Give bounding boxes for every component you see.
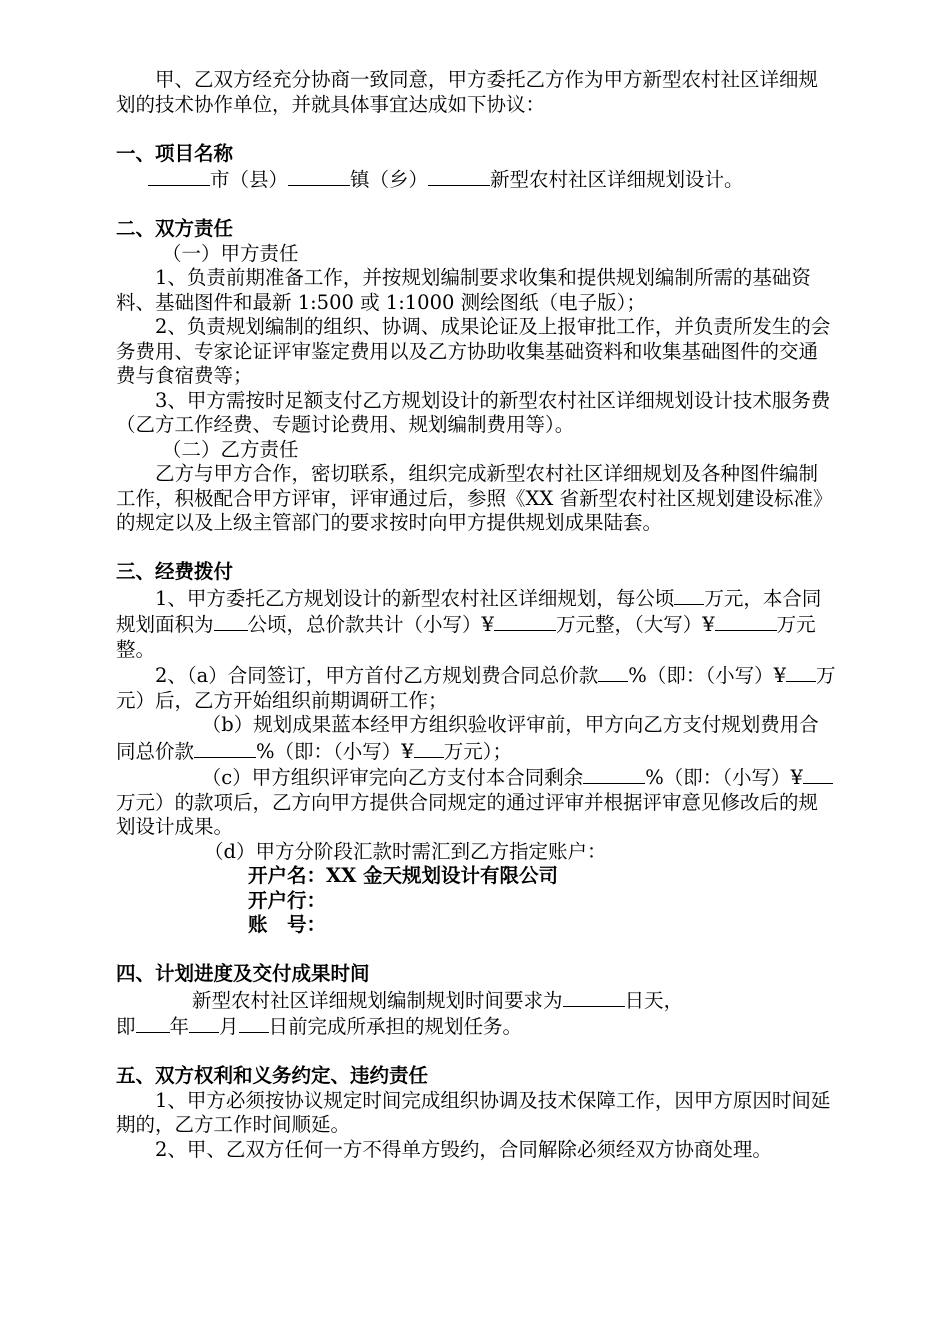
schedule-text-a: 新型农村社区详细规划编制规划时间要求为 (192, 988, 563, 1012)
blank-day[interactable] (239, 1013, 269, 1033)
party-a-item-1: 1、负责前期准备工作，并按规划编制要求收集和提供规划编制所需的基础资料、基础图件和最新 1:500 或 1:1000 测绘图纸（电子版）； (116, 266, 811, 314)
section-3-title: 三、经费拨付 (116, 560, 234, 583)
rights-item-1: 1、甲方必须按协议规定时间完成组织协调及技术保障工作，因甲方原因时间延期的，乙方工作时间顺延。 (116, 1088, 831, 1136)
section-5-title: 五、双方权利和义务约定、违约责任 (116, 1064, 429, 1087)
schedule-text-f: 日前完成所承担的规划任务。 (268, 1015, 523, 1038)
blank-town[interactable] (288, 166, 350, 186)
fee-2c-text-b: %（即：（小写）¥ (645, 766, 803, 789)
fee-text-c: 公顷，总价款共计（小写）¥ (247, 613, 494, 636)
fee-2b-text-a: （b）规划成果蓝本经甲方组织验收评审前，甲方向乙方支付规划费用合同总价款 (116, 713, 819, 763)
city-label: 市（县） (210, 168, 289, 191)
blank-2c-amount[interactable] (803, 764, 833, 784)
blank-village[interactable] (428, 166, 490, 186)
section-4-title: 四、计划进度及交付成果时间 (116, 962, 370, 985)
fee-2a-text-b: %（即：（小写）¥ (628, 664, 786, 687)
fee-2b-text-b: %（即：（小写）¥ (256, 739, 414, 763)
party-a-item-2: 2、负责规划编制的组织、协调、成果论证及上报审批工作，并负责所发生的会务费用、专家论证评审鉴定费用以及乙方协助收集基础资料和收集基础图件的交通费与食宿费等； (116, 315, 831, 387)
fee-text-e: 万元整。 (116, 613, 816, 661)
account-name: 开户名：XX 金天规划设计有限公司 (248, 864, 559, 887)
section-1-title: 一、项目名称 (116, 141, 234, 165)
blank-total-small[interactable] (494, 611, 556, 631)
blank-year[interactable] (136, 1013, 170, 1033)
schedule-text-b: 日天， (624, 988, 684, 1012)
rights-item-2: 2、甲、乙双方任何一方不得单方毁约，合同解除必须经双方协商处理。 (155, 1137, 772, 1161)
fee-paragraph-2a (116, 662, 836, 713)
schedule-text-c: 即 (116, 1015, 136, 1038)
blank-per-hectare[interactable] (674, 585, 704, 605)
schedule-text-e: 月 (219, 1015, 239, 1038)
party-b-title: （二）乙方责任 (162, 437, 299, 461)
blank-city[interactable] (148, 166, 210, 186)
blank-2b-amount[interactable] (414, 738, 444, 758)
party-b-item-1: 乙方与甲方合作，密切联系，组织完成新型农村社区详细规划及各种图件编制工作，积极配合甲方评审，评审通过后，参照《XX 省新型农村社区规划建设标准》的规定以及上级主管部门的要求按时向甲方提供规划成果陆套。 (116, 462, 833, 534)
fee-paragraph-1 (116, 585, 836, 663)
blank-days[interactable] (563, 987, 625, 1007)
fee-text-b: 万元，本合同规划面积为 (116, 586, 822, 636)
fee-text-d: 万元整，（大写）¥ (555, 613, 715, 636)
blank-area[interactable] (214, 611, 248, 631)
blank-2a-percent[interactable] (598, 662, 628, 682)
section-2-title: 二、双方责任 (116, 217, 234, 240)
project-name-line (116, 166, 836, 193)
blank-2c-percent[interactable] (583, 764, 645, 784)
project-tail: 新型农村社区详细规划设计。 (490, 168, 744, 191)
blank-2b-percent[interactable] (194, 738, 256, 758)
intro-paragraph: 甲、乙双方经充分协商一致同意，甲方委托乙方作为甲方新型农村社区详细规划的技术协作单位，并就具体事宜达成如下协议： (116, 68, 819, 116)
fee-2a-text-c: 万元）后，乙方开始组织前期调研工作； (116, 664, 836, 712)
fee-paragraph-2d: （d）甲方分阶段汇款时需汇到乙方指定账户： (204, 839, 607, 863)
town-label: 镇（乡） (350, 168, 429, 191)
fee-2c-text-a: （c）甲方组织评审完向乙方支付本合同剩余 (201, 766, 584, 789)
schedule-paragraph (116, 987, 836, 1040)
account-bank: 开户行： (248, 888, 327, 912)
blank-total-large[interactable] (715, 611, 777, 631)
account-number: 账 号： (248, 913, 327, 936)
blank-month[interactable] (189, 1013, 219, 1033)
fee-paragraph-2c (116, 764, 836, 840)
party-a-title: （一）甲方责任 (162, 241, 299, 265)
blank-2a-amount[interactable] (786, 662, 816, 682)
fee-2a-text-a: 2、（a）合同签订，甲方首付乙方规划费合同总价款 (155, 664, 599, 687)
fee-2b-text-c: 万元）； (443, 739, 512, 763)
party-a-item-3: 3、甲方需按时足额支付乙方规划设计的新型农村社区详细规划设计技术服务费（乙方工作经费、专题讨论费用、规划编制费用等）。 (116, 388, 831, 436)
fee-2c-text-c: 万元）的款项后，乙方向甲方提供合同规定的通过评审并根据评审意见修改后的规划设计成果。 (116, 790, 819, 838)
schedule-line-2 (116, 1013, 522, 1040)
contract-page (116, 68, 836, 1162)
schedule-text-d: 年 (169, 1015, 190, 1038)
fee-paragraph-2b (116, 713, 836, 764)
fee-text-a: 1、甲方委托乙方规划设计的新型农村社区详细规划，每公顷 (155, 586, 675, 610)
